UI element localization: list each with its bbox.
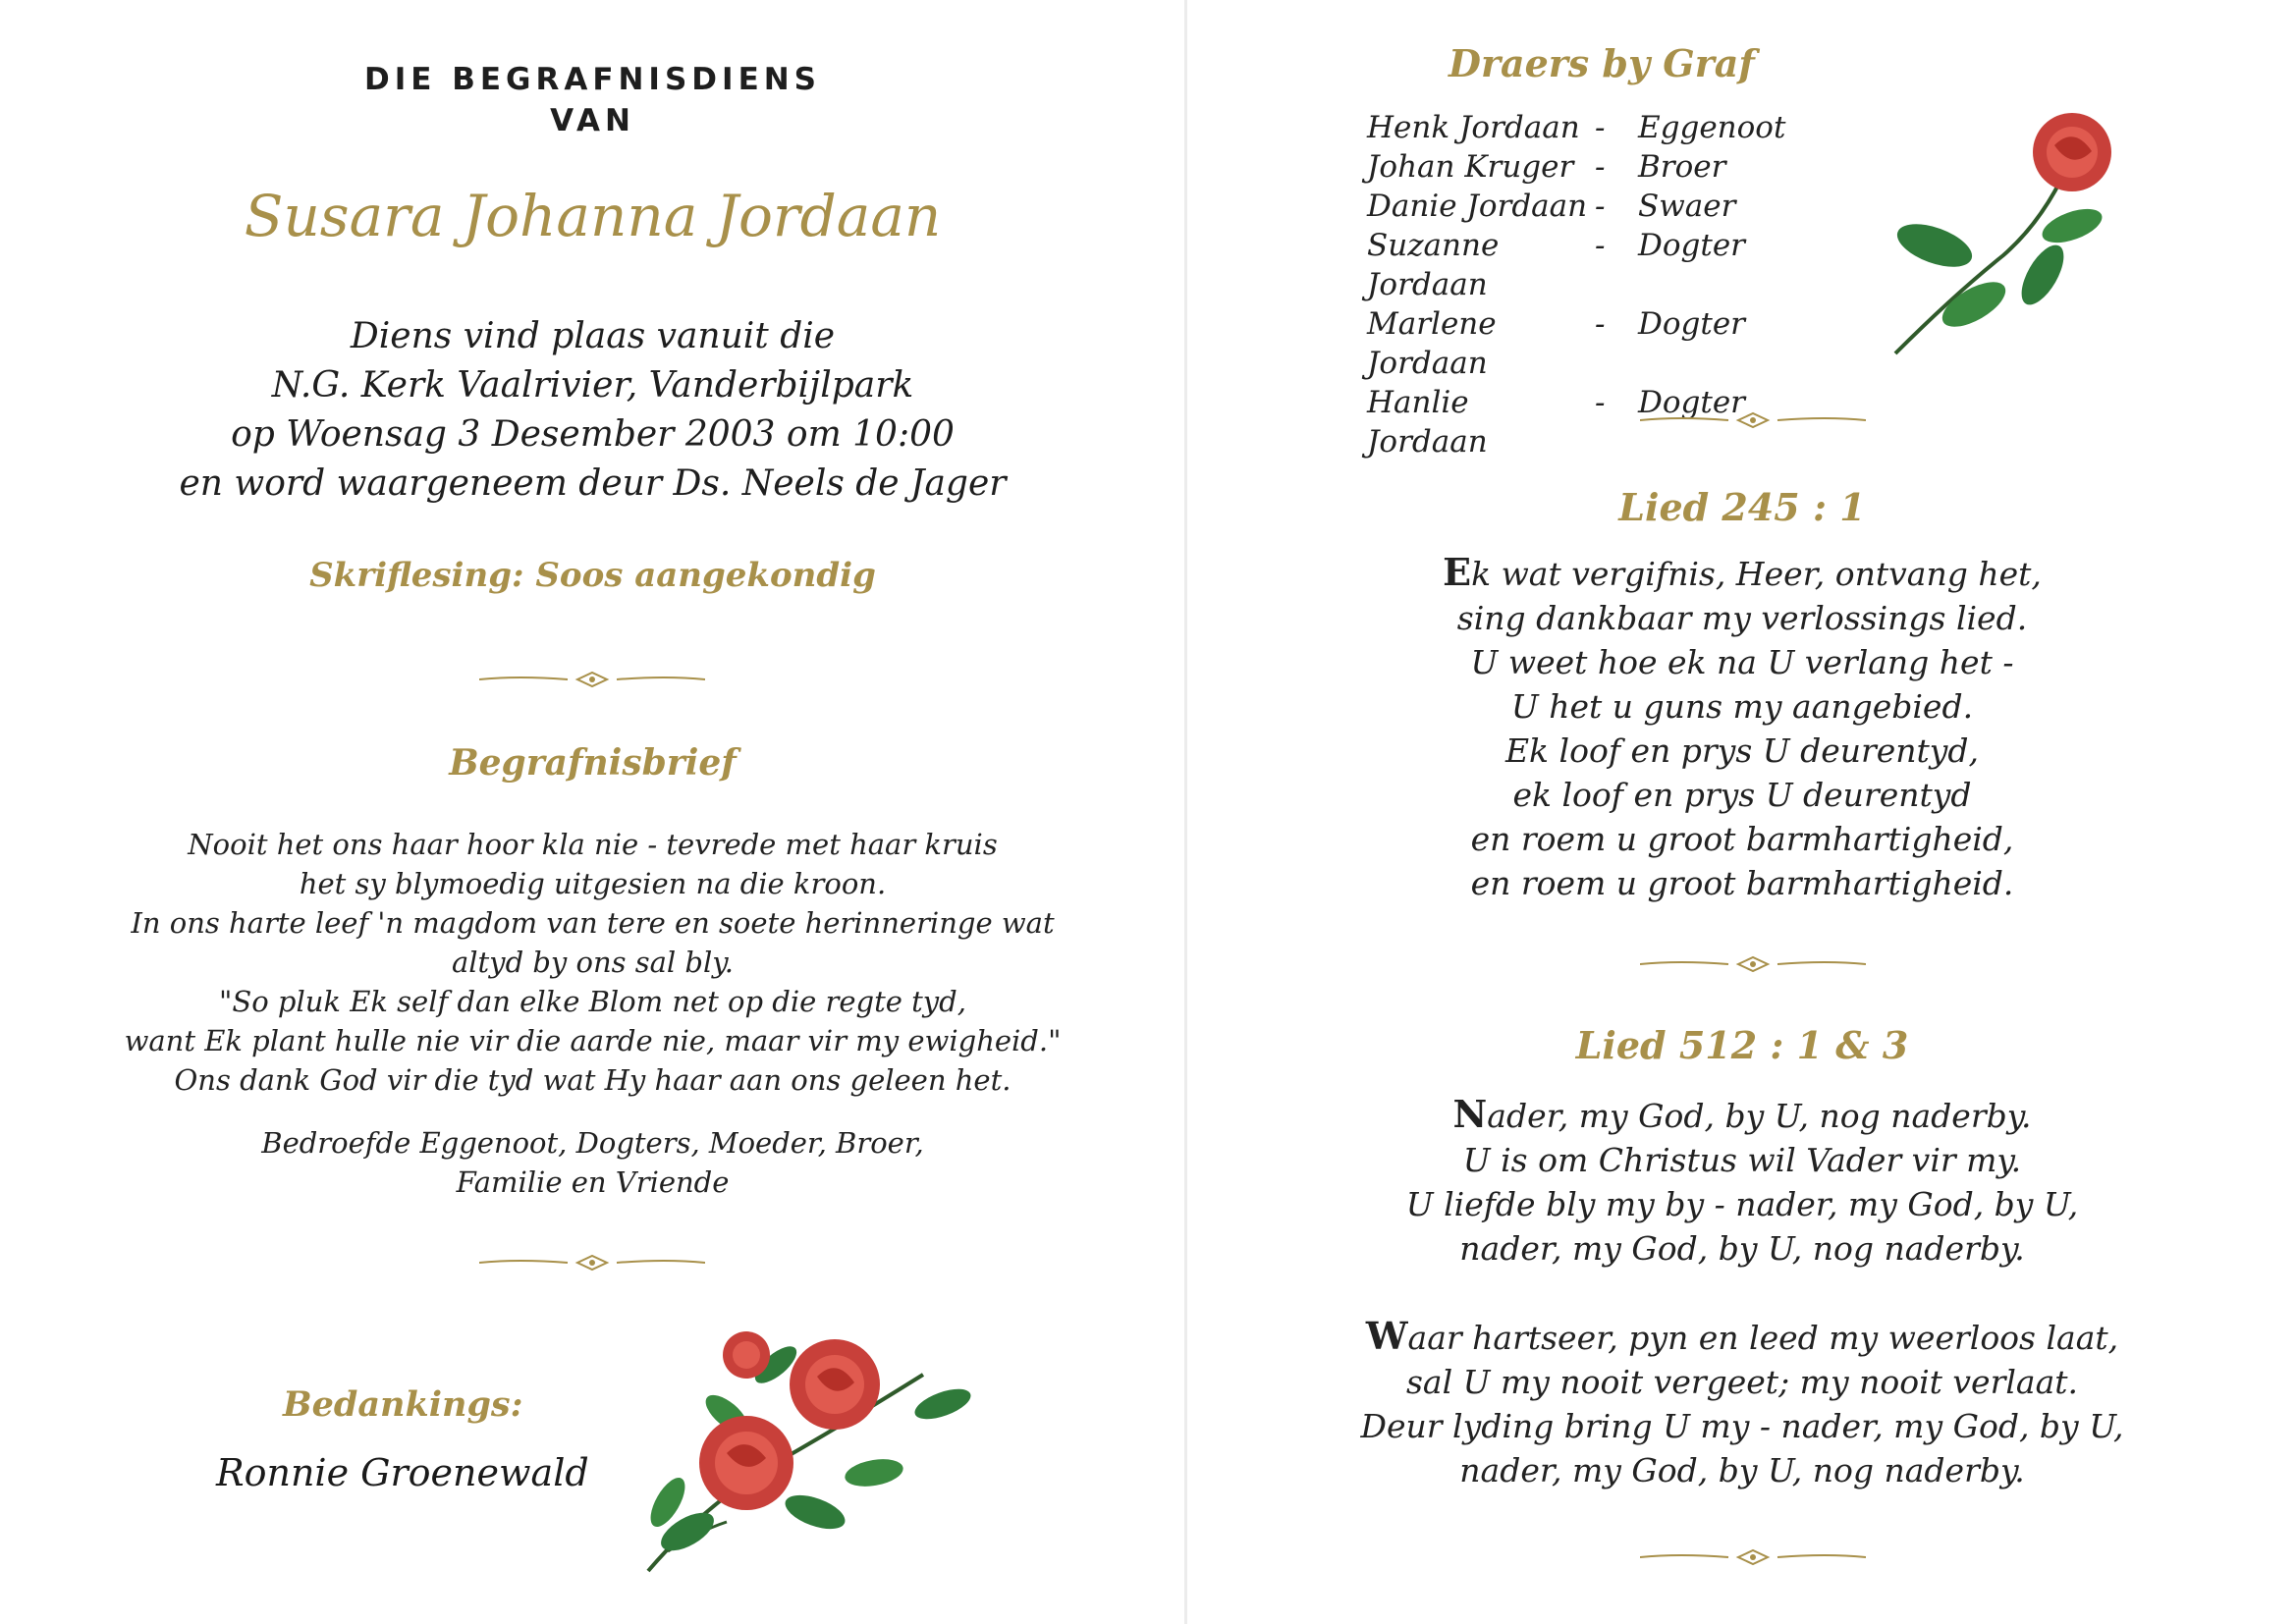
service-details <box>0 312 1185 509</box>
roses-bouquet-icon <box>629 1306 982 1581</box>
funeral-letter <box>0 825 1185 1100</box>
divider-ornament-icon <box>1640 410 1866 430</box>
hymn-line <box>1188 1314 2296 1360</box>
hymn-2-heading: Lied 512 : 1 & 3 <box>1575 1023 1909 1067</box>
hymn-line: sal U my nooit vergeet; my nooit verlaat. <box>1406 1363 2078 1401</box>
pallbearers-heading: Draers by Graf <box>1449 41 1755 85</box>
service-line: op Woensag 3 Desember 2003 om 10:00 <box>231 414 955 455</box>
mourners <box>0 1123 1185 1202</box>
pallbearer-row <box>1367 187 1795 226</box>
pallbearer-relation: Dogter <box>1638 306 1745 342</box>
pallbearer-row <box>1367 147 1795 187</box>
pallbearer-relation: Dogter <box>1638 228 1745 263</box>
thanks-name: Ronnie Groenewald <box>216 1451 589 1494</box>
pallbearer-dash: - <box>1595 189 1606 224</box>
page-fold <box>1184 0 1187 1624</box>
divider-ornament-icon <box>1640 1547 1866 1567</box>
scripture-reading: Skriflesing: Soos aangekondig <box>309 556 876 595</box>
letter-line: het sy blymoedig uitgesien na die kroon. <box>299 867 887 900</box>
hymn-line: U het u guns my aangebied. <box>1510 687 1974 726</box>
hymn-line: en roem u groot barmhartigheid. <box>1470 864 2014 902</box>
hymn-line: en roem u groot barmhartigheid, <box>1470 820 2014 858</box>
hymn-initial: W <box>1365 1314 1408 1358</box>
pallbearer-row <box>1367 108 1795 147</box>
pallbearer-name: Danie Jordaan <box>1367 189 1588 224</box>
header-line-2: VAN <box>550 103 635 138</box>
divider-ornament-icon <box>479 1253 705 1272</box>
pallbearer-dash: - <box>1595 228 1606 263</box>
pallbearer-dash: - <box>1595 306 1606 342</box>
hymn-line <box>1188 1092 2296 1138</box>
letter-line: want Ek plant hulle nie vir die aarde nie, maar vir my ewigheid." <box>124 1024 1062 1057</box>
header-line-1: DIE BEGRAFNISDIENS <box>363 62 822 97</box>
single-rose-icon <box>1876 108 2131 363</box>
mourners-line: Bedroefde Eggenoot, Dogters, Moeder, Broer, <box>261 1126 924 1160</box>
letter-line: "So pluk Ek self dan elke Blom net op die regte tyd, <box>219 985 966 1018</box>
pallbearer-name: Suzanne Jordaan <box>1367 228 1500 302</box>
hymn-first-line: ader, my God, by U, nog naderby. <box>1487 1097 2032 1135</box>
pallbearer-dash: - <box>1595 149 1606 185</box>
pallbearer-dash: - <box>1595 385 1606 420</box>
letter-line: altyd by ons sal bly. <box>451 946 735 979</box>
service-title <box>0 59 1185 141</box>
thanks-heading: Bedankings: <box>283 1384 523 1425</box>
hymn-line: sing dankbaar my verlossings lied. <box>1456 599 2028 637</box>
pallbearer-name: Hanlie Jordaan <box>1367 385 1488 460</box>
hymn-initial: E <box>1443 550 1472 594</box>
letter-line: In ons harte leef 'n magdom van tere en soete herinneringe wat <box>131 906 1055 940</box>
service-line: N.G. Kerk Vaalrivier, Vanderbijlpark <box>271 365 914 406</box>
deceased-name: Susara Johanna Jordaan <box>244 183 942 249</box>
letter-line: Ons dank God vir die tyd wat Hy haar aan ons geleen het. <box>174 1063 1011 1097</box>
hymn-initial: N <box>1452 1092 1488 1136</box>
hymn-line: U is om Christus wil Vader vir my. <box>1462 1141 2022 1179</box>
hymn-1-text <box>1188 550 2296 905</box>
divider-ornament-icon <box>1640 954 1866 974</box>
hymn-1-heading: Lied 245 : 1 <box>1618 485 1866 529</box>
service-line: Diens vind plaas vanuit die <box>350 316 836 356</box>
hymn-first-line: aar hartseer, pyn en leed my weerloos laat, <box>1407 1319 2119 1357</box>
right-page <box>1188 0 2296 1624</box>
hymn-line: Deur lyding bring U my - nader, my God, by U, <box>1360 1407 2124 1445</box>
hymn-2-verse-3 <box>1188 1314 2296 1492</box>
pallbearer-relation: Swaer <box>1638 189 1736 224</box>
pallbearer-row <box>1367 226 1795 304</box>
letter-line: Nooit het ons haar hoor kla nie - tevrede met haar kruis <box>188 828 998 861</box>
hymn-line: ek loof en prys U deurentyd <box>1512 776 1972 814</box>
pallbearer-name: Johan Kruger <box>1367 149 1574 185</box>
hymn-2-verse-1 <box>1188 1092 2296 1271</box>
pallbearer-relation: Dogter <box>1638 385 1745 420</box>
pallbearer-name: Marlene Jordaan <box>1367 306 1497 381</box>
pallbearer-dash: - <box>1595 110 1606 145</box>
hymn-line <box>1188 550 2296 596</box>
hymn-line: U weet hoe ek na U verlang het - <box>1470 643 2014 681</box>
hymn-line: nader, my God, by U, nog naderby. <box>1459 1451 2025 1489</box>
pallbearer-relation: Broer <box>1638 149 1726 185</box>
hymn-line: U liefde bly my by - nader, my God, by U, <box>1405 1185 2079 1223</box>
pallbearer-relation: Eggenoot <box>1638 110 1786 145</box>
mourners-line: Familie en Vriende <box>456 1165 730 1199</box>
divider-ornament-icon <box>479 670 705 689</box>
hymn-line: nader, my God, by U, nog naderby. <box>1459 1229 2025 1268</box>
letter-heading: Begrafnisbrief <box>449 742 737 784</box>
service-line: en word waargeneem deur Ds. Neels de Jager <box>179 463 1007 504</box>
hymn-first-line: k wat vergifnis, Heer, ontvang het, <box>1471 555 2042 593</box>
pallbearers-list <box>1367 108 1795 461</box>
pallbearer-row <box>1367 304 1795 383</box>
hymn-line: Ek loof en prys U deurentyd, <box>1504 731 1980 770</box>
pallbearer-name: Henk Jordaan <box>1367 110 1580 145</box>
